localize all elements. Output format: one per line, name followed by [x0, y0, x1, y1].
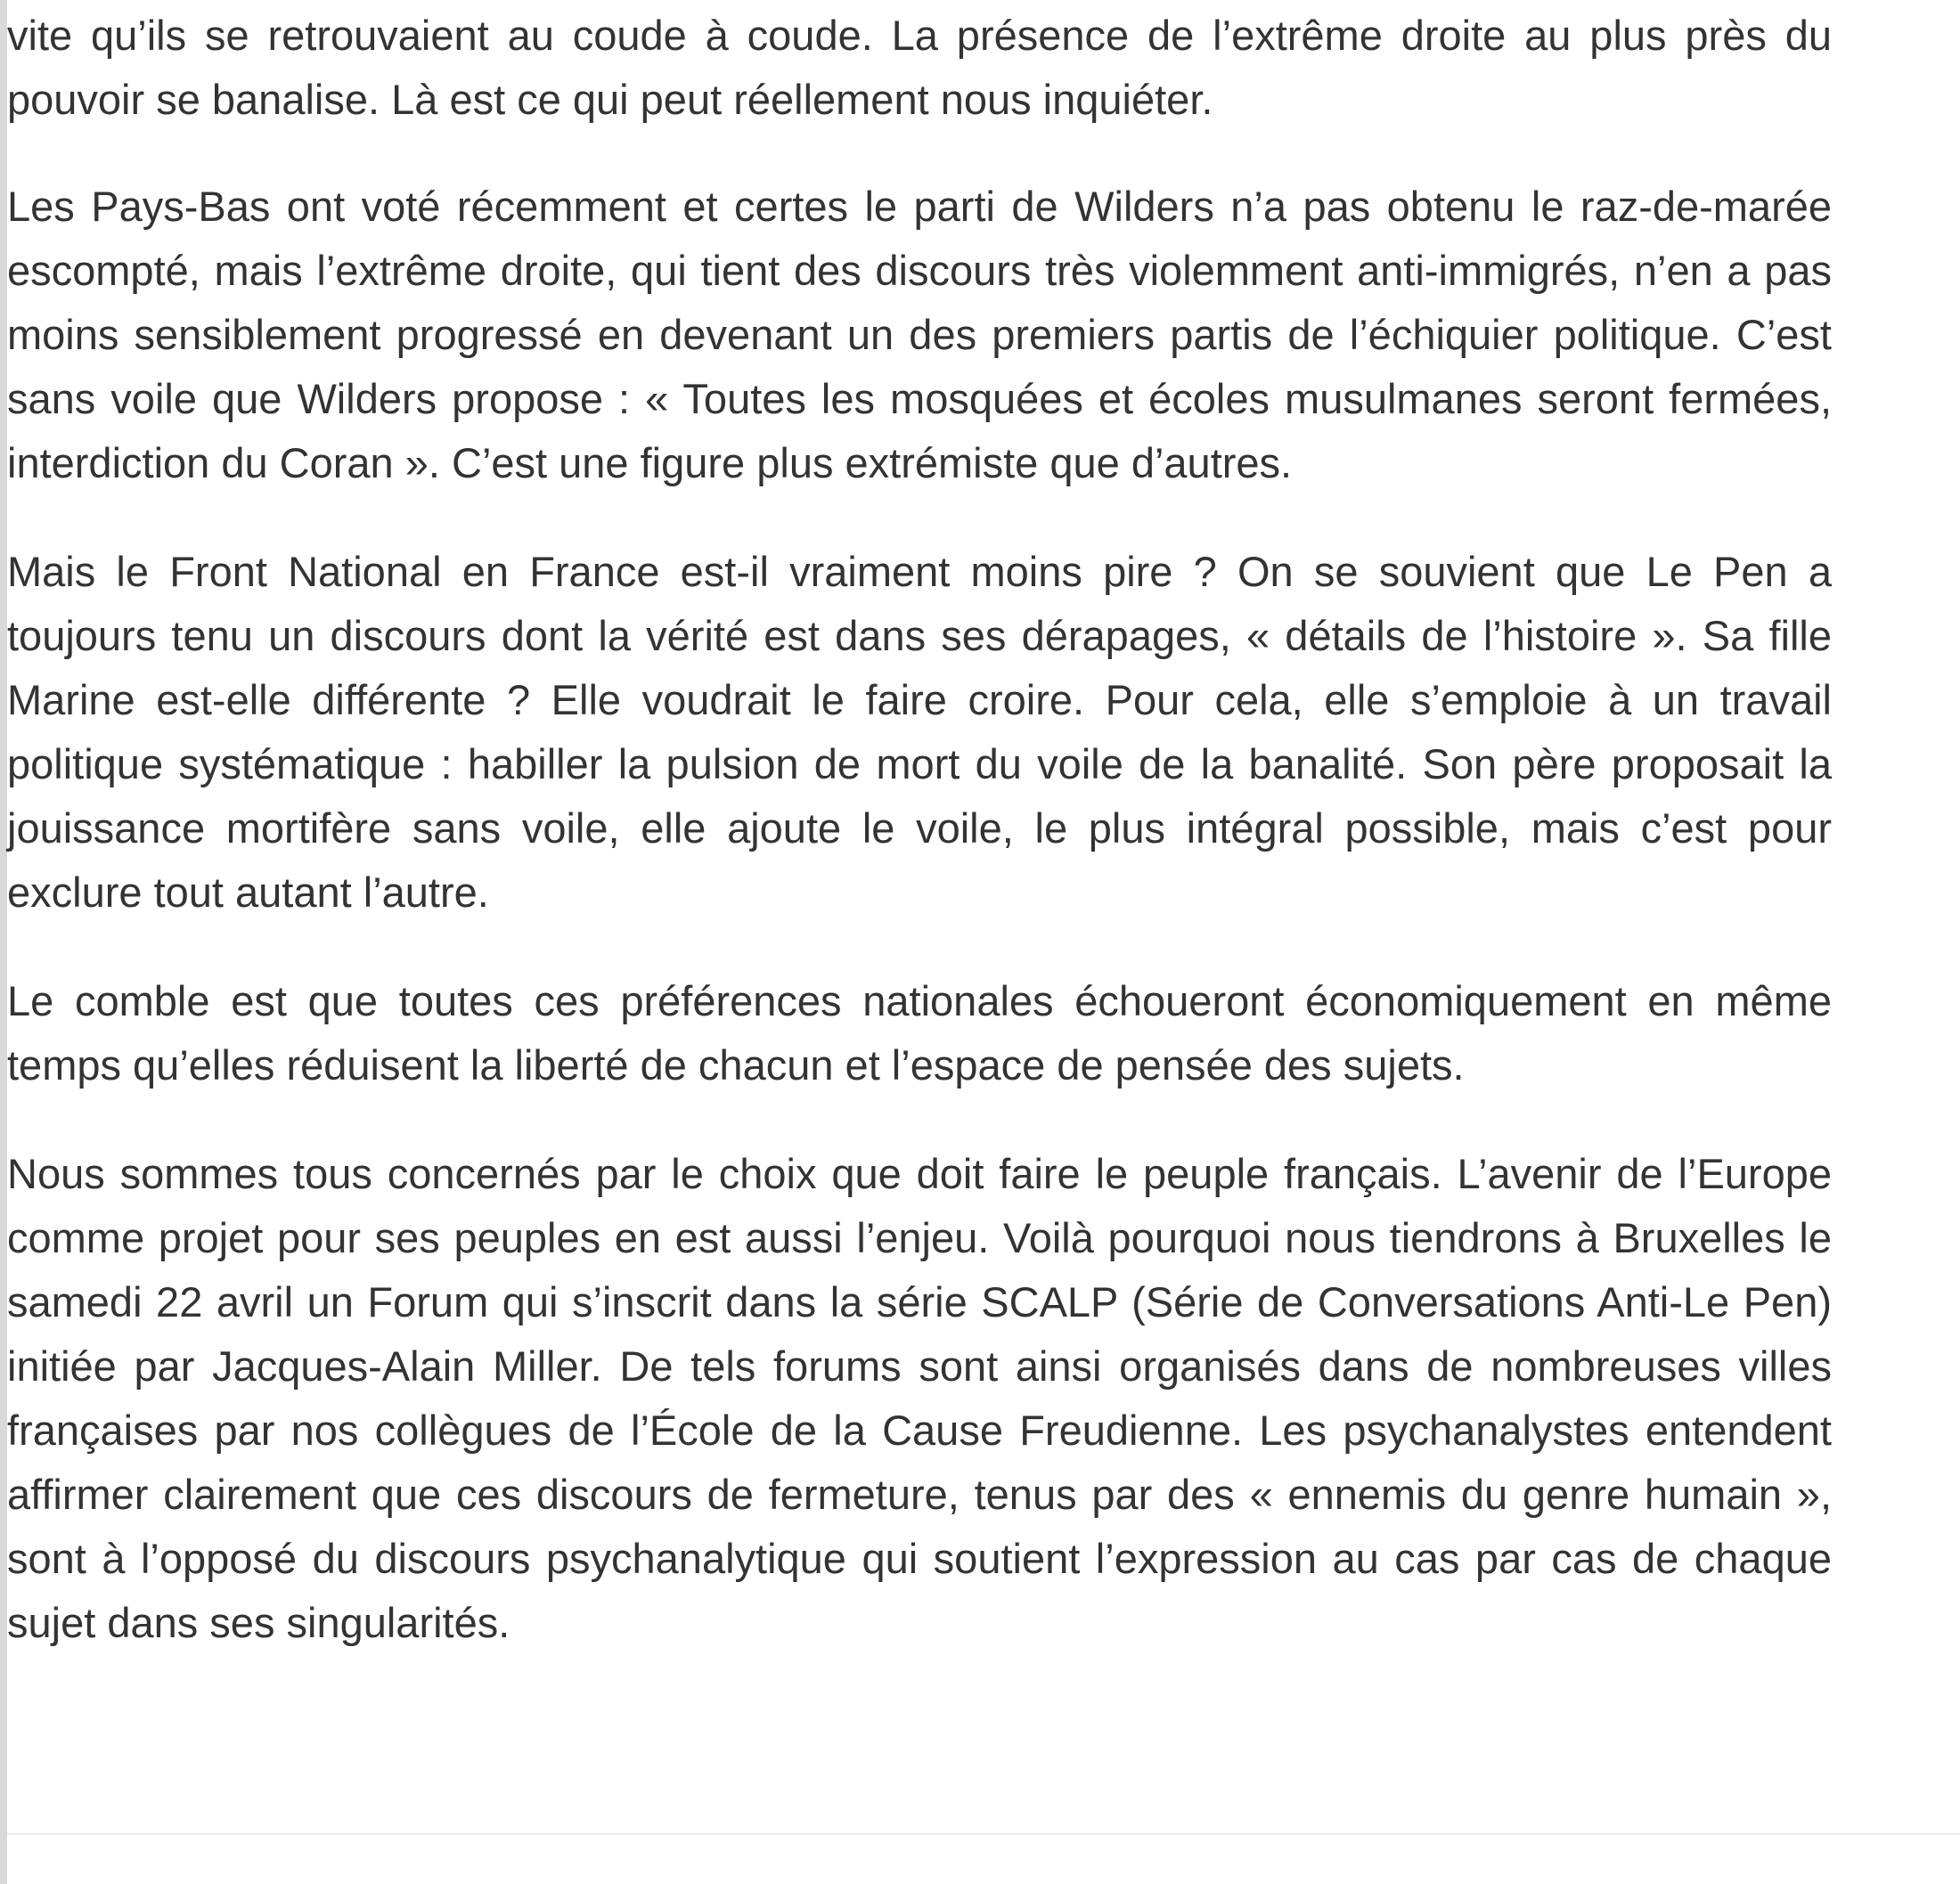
paragraph-preferences-nationales: Le comble est que toutes ces préférences nationales échoueront économiquement en même temps qu’elles réduisent la liberté de chacun et l’espace de pensée des sujets. [7, 977, 1832, 1089]
paragraph-pays-bas: Les Pays-Bas ont voté récemment et certes le parti de Wilders n’a pas obtenu le raz-de-marée escompté, mais l’extrême droite, qui tient des discours très violemment anti-immigrés, n’en a pas moins sensiblement progressé en devenant un des premiers partis de l’échiquier politique. C’est sans voile que Wilders propose : « Toutes les mosquées et écoles musulmanes seront fermées, interdiction du Coran ». C’est une figure plus extrémiste que d’autres. [7, 183, 1832, 486]
paragraph-forum-scalp: Nous sommes tous concernés par le choix que doit faire le peuple français. L’avenir de l’Europe comme projet pour ses peuples en est aussi l’enjeu. Voilà pourquoi nous tiendrons à Bruxelles le samedi 22 avril un Forum qui s’inscrit dans la série SCALP (Série de Conversations Anti-Le Pen) initiée par Jacques-Alain Miller. De tels forums sont ainsi organisés dans de nombreuses villes françaises par nos collègues de l’École de la Cause Freudienne. Les psychanalystes entendent affirmer clairement que ces discours de fermeture, tenus par des « ennemis du genre humain », sont à l’opposé du discours psychanalytique qui soutient l’expression au cas par cas de chaque sujet dans ses singularités. [7, 1150, 1832, 1646]
paragraph-front-national: Mais le Front National en France est-il vraiment moins pire ? On se souvient que Le Pen a toujours tenu un discours dont la vérité est dans ses dérapages, « détails de l’histoire ». Sa fille Marine est-elle différente ? Elle voudrait le faire croire. Pour cela, elle s’emploie à un travail politique systématique : habiller la pulsion de mort du voile de la banalité. Son père proposait la jouissance mortifère sans voile, elle ajoute le voile, le plus intégral possible, mais c’est pour exclure tout autant l’autre. [7, 548, 1832, 916]
bottom-divider [7, 1833, 1960, 1835]
paragraph-banalisation: vite qu’ils se retrouvaient au coude à coude. La présence de l’extrême droite au plus près du pouvoir se banalise. Là est ce qui peut réellement nous inquiéter. [7, 12, 1832, 123]
article-body [7, 4, 1832, 1700]
left-border-rule [0, 0, 7, 1884]
